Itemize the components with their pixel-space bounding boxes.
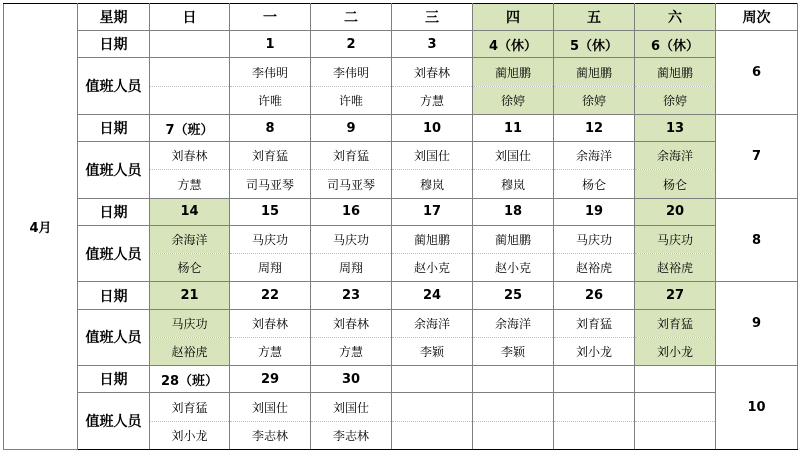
date-cell: 13: [635, 114, 716, 141]
staff-row-label: 值班人员: [78, 142, 150, 199]
duty-person-secondary: 李志林: [230, 421, 311, 449]
duty-person-primary: 刘育猛: [150, 393, 230, 421]
duty-person-secondary: 方慧: [392, 86, 473, 114]
date-cell: [554, 366, 635, 393]
duty-person-primary: [635, 393, 716, 421]
date-cell: 19: [554, 198, 635, 225]
header-row: [4, 4, 798, 31]
duty-person-primary: 余海洋: [635, 142, 716, 170]
duty-person-secondary: 刘小龙: [150, 421, 230, 449]
duty-person-secondary: 徐婷: [554, 86, 635, 114]
duty-person-secondary: 李颖: [392, 337, 473, 365]
duty-person-secondary: 杨仑: [554, 170, 635, 198]
duty-person-primary: 马庆功: [635, 225, 716, 253]
date-row-label: 日期: [78, 366, 150, 393]
duty-person-secondary: 刘小龙: [554, 337, 635, 365]
header-monday: 一: [230, 4, 311, 31]
header-sunday: 日: [150, 4, 230, 31]
duty-person-primary: 蔺旭鹏: [635, 58, 716, 86]
duty-person-primary: 刘春林: [392, 58, 473, 86]
staff-row: [4, 58, 798, 86]
duty-person-primary: 蔺旭鹏: [473, 225, 554, 253]
date-cell: 18: [473, 198, 554, 225]
date-cell: 6（休）: [635, 31, 716, 58]
date-cell: 27: [635, 282, 716, 309]
duty-person-primary: 马庆功: [230, 225, 311, 253]
duty-person-secondary: 方慧: [311, 337, 392, 365]
duty-person-primary: [554, 393, 635, 421]
date-cell: 28（班）: [150, 366, 230, 393]
date-cell: 3: [392, 31, 473, 58]
duty-person-secondary: 徐婷: [473, 86, 554, 114]
date-cell: 9: [311, 114, 392, 141]
duty-person-secondary: 杨仑: [150, 254, 230, 282]
duty-person-secondary: 杨仑: [635, 170, 716, 198]
duty-person-primary: 刘春林: [311, 309, 392, 337]
date-cell: 21: [150, 282, 230, 309]
duty-person-primary: [392, 393, 473, 421]
staff-row: [4, 393, 798, 421]
duty-person-primary: 刘育猛: [311, 142, 392, 170]
duty-person-primary: 刘国仕: [230, 393, 311, 421]
staff-row: [4, 142, 798, 170]
header-wednesday: 三: [392, 4, 473, 31]
duty-person-primary: 李伟明: [311, 58, 392, 86]
week-number-cell: 7: [716, 114, 798, 198]
date-cell: 2: [311, 31, 392, 58]
date-cell: 23: [311, 282, 392, 309]
duty-person-secondary: [554, 421, 635, 449]
staff-row-label: 值班人员: [78, 225, 150, 282]
date-row: [4, 366, 798, 393]
duty-person-secondary: 李颖: [473, 337, 554, 365]
week-number-cell: 10: [716, 366, 798, 450]
duty-person-primary: [150, 58, 230, 86]
header-weekday-label: 星期: [78, 4, 150, 31]
date-row: [4, 198, 798, 225]
duty-person-secondary: 方慧: [150, 170, 230, 198]
duty-person-primary: [473, 393, 554, 421]
duty-person-primary: 余海洋: [150, 225, 230, 253]
duty-person-secondary: 司马亚琴: [230, 170, 311, 198]
duty-person-secondary: 方慧: [230, 337, 311, 365]
duty-person-primary: 刘育猛: [554, 309, 635, 337]
date-cell: 4（休）: [473, 31, 554, 58]
duty-person-secondary: 周翔: [230, 254, 311, 282]
duty-person-secondary: 李志林: [311, 421, 392, 449]
date-cell: 15: [230, 198, 311, 225]
duty-person-secondary: [392, 421, 473, 449]
duty-person-primary: 刘春林: [150, 142, 230, 170]
staff-row-label: 值班人员: [78, 393, 150, 450]
date-row: [4, 31, 798, 58]
duty-person-secondary: 周翔: [311, 254, 392, 282]
duty-person-secondary: 许唯: [230, 86, 311, 114]
duty-person-primary: 蔺旭鹏: [554, 58, 635, 86]
duty-person-secondary: 赵裕虎: [554, 254, 635, 282]
duty-person-primary: 蔺旭鹏: [392, 225, 473, 253]
date-cell: 24: [392, 282, 473, 309]
date-cell: [473, 366, 554, 393]
date-row-label: 日期: [78, 198, 150, 225]
header-saturday: 六: [635, 4, 716, 31]
date-row: [4, 282, 798, 309]
date-cell: 12: [554, 114, 635, 141]
duty-person-secondary: 司马亚琴: [311, 170, 392, 198]
date-row: [4, 114, 798, 141]
duty-person-secondary: 刘小龙: [635, 337, 716, 365]
staff-row: [4, 309, 798, 337]
duty-person-primary: 马庆功: [311, 225, 392, 253]
date-cell: 10: [392, 114, 473, 141]
duty-person-primary: 余海洋: [473, 309, 554, 337]
date-cell: 7（班）: [150, 114, 230, 141]
duty-person-primary: 刘育猛: [230, 142, 311, 170]
header-tuesday: 二: [311, 4, 392, 31]
duty-person-primary: 刘春林: [230, 309, 311, 337]
date-cell: 25: [473, 282, 554, 309]
duty-person-secondary: [150, 86, 230, 114]
duty-person-primary: 刘国仕: [473, 142, 554, 170]
date-cell: 16: [311, 198, 392, 225]
duty-person-primary: 蔺旭鹏: [473, 58, 554, 86]
date-cell: 8: [230, 114, 311, 141]
staff-row: [4, 225, 798, 253]
date-row-label: 日期: [78, 114, 150, 141]
date-cell: [150, 31, 230, 58]
duty-person-secondary: 赵裕虎: [635, 254, 716, 282]
duty-person-primary: 余海洋: [554, 142, 635, 170]
duty-person-secondary: 徐婷: [635, 86, 716, 114]
staff-row-label: 值班人员: [78, 58, 150, 115]
date-cell: 26: [554, 282, 635, 309]
duty-person-primary: 刘国仕: [392, 142, 473, 170]
week-number-cell: 9: [716, 282, 798, 366]
week-number-cell: 6: [716, 31, 798, 115]
date-cell: 30: [311, 366, 392, 393]
header-week-number: 周次: [716, 4, 798, 31]
duty-roster-table: [3, 3, 798, 450]
date-cell: 17: [392, 198, 473, 225]
duty-person-secondary: 赵裕虎: [150, 337, 230, 365]
duty-person-secondary: [635, 421, 716, 449]
date-cell: [392, 366, 473, 393]
duty-person-secondary: 赵小克: [392, 254, 473, 282]
staff-row-label: 值班人员: [78, 309, 150, 366]
duty-person-secondary: 穆岚: [473, 170, 554, 198]
date-cell: 11: [473, 114, 554, 141]
duty-person-secondary: [473, 421, 554, 449]
duty-person-primary: 马庆功: [554, 225, 635, 253]
duty-person-primary: 刘国仕: [311, 393, 392, 421]
date-row-label: 日期: [78, 31, 150, 58]
duty-person-secondary: 穆岚: [392, 170, 473, 198]
date-row-label: 日期: [78, 282, 150, 309]
duty-person-primary: 李伟明: [230, 58, 311, 86]
date-cell: 1: [230, 31, 311, 58]
roster-body: [4, 4, 798, 450]
header-friday: 五: [554, 4, 635, 31]
week-number-cell: 8: [716, 198, 798, 282]
date-cell: 29: [230, 366, 311, 393]
duty-person-primary: 马庆功: [150, 309, 230, 337]
duty-person-primary: 刘育猛: [635, 309, 716, 337]
duty-person-primary: 余海洋: [392, 309, 473, 337]
date-cell: [635, 366, 716, 393]
date-cell: 14: [150, 198, 230, 225]
duty-person-secondary: 赵小克: [473, 254, 554, 282]
month-label: 4月: [4, 4, 78, 450]
date-cell: 20: [635, 198, 716, 225]
header-thursday: 四: [473, 4, 554, 31]
date-cell: 22: [230, 282, 311, 309]
duty-person-secondary: 许唯: [311, 86, 392, 114]
date-cell: 5（休）: [554, 31, 635, 58]
